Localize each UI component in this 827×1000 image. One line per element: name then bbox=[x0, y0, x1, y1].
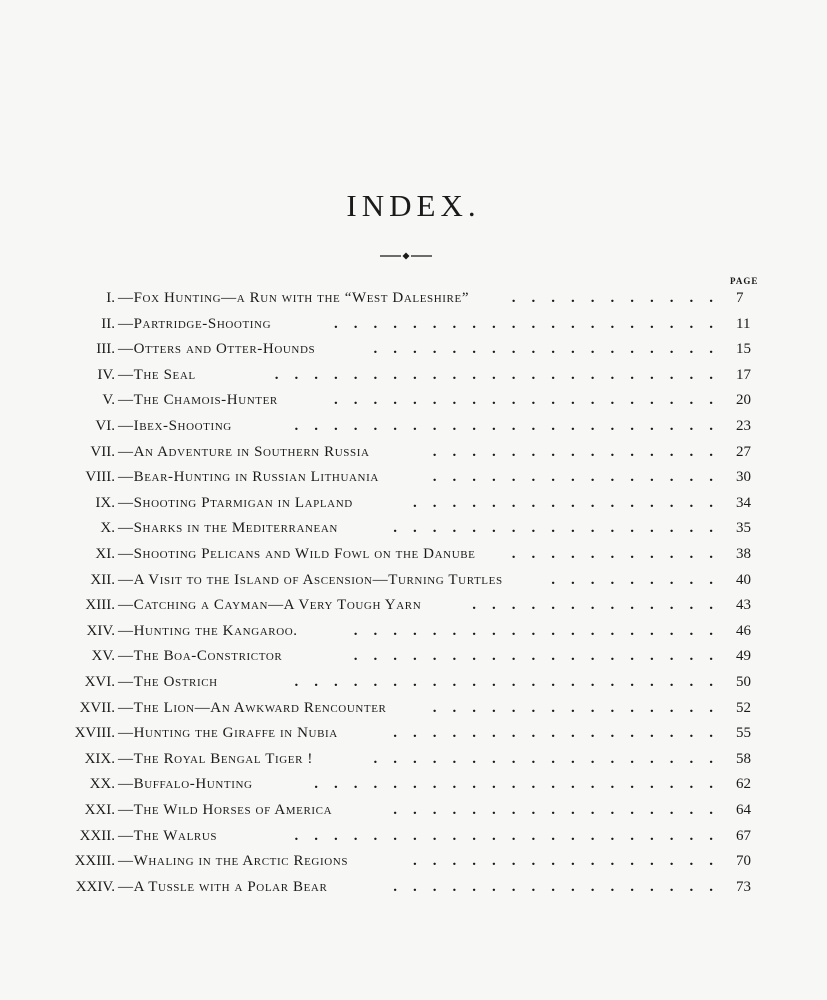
entry-title: —A Visit to the Island of Ascension—Turning Turtles bbox=[118, 571, 503, 588]
entry-page-number: 23 bbox=[736, 418, 751, 434]
dot-leader: ............. bbox=[472, 597, 729, 614]
index-entry bbox=[0, 311, 827, 337]
entry-page-number: 46 bbox=[736, 622, 751, 639]
entry-title: —Bear-Hunting in Russian Lithuania bbox=[118, 469, 379, 486]
entry-title: —The Royal Bengal Tiger ! bbox=[118, 750, 313, 767]
entry-numeral: XX. bbox=[89, 776, 115, 793]
entry-page-number: 58 bbox=[736, 750, 751, 767]
index-entry bbox=[0, 797, 827, 823]
entry-page-number: 73 bbox=[736, 878, 751, 895]
index-title: INDEX. bbox=[346, 188, 481, 223]
index-entry bbox=[0, 874, 827, 900]
entry-title: —The Lion—An Awkward Rencounter bbox=[118, 699, 387, 716]
index-entry bbox=[0, 387, 827, 413]
entry-title: —Buffalo-Hunting bbox=[118, 776, 253, 793]
dot-leader: ........... bbox=[511, 290, 729, 306]
entry-numeral: III. bbox=[96, 341, 115, 358]
entry-page-number: 30 bbox=[736, 469, 751, 486]
dot-leader: ............... bbox=[432, 699, 729, 716]
entry-page-number: 64 bbox=[736, 802, 751, 818]
entry-title: —An Adventure in Southern Russia bbox=[118, 443, 370, 460]
dot-leader: ................. bbox=[393, 802, 729, 818]
ornament-divider bbox=[380, 250, 432, 262]
entry-numeral: IX. bbox=[95, 494, 115, 511]
index-entry bbox=[0, 490, 827, 516]
entry-title: —Hunting the Kangaroo. bbox=[118, 622, 298, 639]
entry-page-number: 62 bbox=[736, 776, 751, 793]
entry-page-number: 43 bbox=[736, 597, 751, 614]
dot-leader: ................... bbox=[353, 622, 729, 639]
entry-numeral: X. bbox=[100, 520, 115, 537]
index-entry bbox=[0, 720, 827, 746]
index-entry bbox=[0, 413, 827, 439]
dot-leader: .................. bbox=[373, 750, 729, 767]
entry-title: —The Ostrich bbox=[118, 674, 218, 690]
entry-numeral: VIII. bbox=[85, 469, 115, 486]
dot-leader: ....................... bbox=[274, 366, 729, 383]
index-entry bbox=[0, 695, 827, 721]
dot-leader: ................. bbox=[393, 725, 729, 742]
index-entry bbox=[0, 848, 827, 874]
index-entry bbox=[0, 285, 827, 311]
entry-title: —Fox Hunting—a Run with the “West Daleshire” bbox=[118, 290, 470, 306]
entry-numeral: XIII. bbox=[85, 597, 115, 614]
entry-page-number: 52 bbox=[736, 699, 751, 716]
entry-title: —Hunting the Giraffe in Nubia bbox=[118, 725, 338, 742]
entry-page-number: 20 bbox=[736, 392, 751, 409]
entry-title: —The Seal bbox=[118, 366, 196, 383]
entry-title: —Partridge-Shooting bbox=[118, 315, 272, 332]
entry-numeral: XXIII. bbox=[74, 853, 115, 870]
entry-page-number: 7 bbox=[736, 290, 744, 306]
entry-numeral: I. bbox=[106, 290, 115, 306]
entry-title: —The Walrus bbox=[118, 827, 218, 844]
entry-page-number: 70 bbox=[736, 853, 751, 870]
index-entry bbox=[0, 362, 827, 388]
entry-title: —Otters and Otter-Hounds bbox=[118, 341, 316, 358]
entry-page-number: 50 bbox=[736, 674, 751, 690]
dot-leader: .................. bbox=[373, 341, 729, 358]
entry-numeral: VII. bbox=[90, 443, 115, 460]
entry-title: —A Tussle with a Polar Bear bbox=[118, 878, 328, 895]
page-column-label: PAGE bbox=[730, 276, 759, 286]
entry-page-number: 55 bbox=[736, 725, 751, 742]
entry-title: —The Chamois-Hunter bbox=[118, 392, 278, 409]
entry-numeral: XXI. bbox=[84, 802, 115, 818]
entry-title: —The Boa-Constrictor bbox=[118, 648, 283, 665]
index-entry bbox=[0, 669, 827, 695]
dot-leader: ...................... bbox=[294, 827, 729, 844]
dot-leader: ......... bbox=[551, 571, 729, 588]
entry-page-number: 67 bbox=[736, 827, 751, 844]
entry-numeral: V. bbox=[102, 392, 115, 409]
entry-numeral: XIX. bbox=[84, 750, 115, 767]
entry-title: —The Wild Horses of America bbox=[118, 802, 333, 818]
dot-leader: ............... bbox=[432, 469, 729, 486]
entry-numeral: II. bbox=[101, 315, 115, 332]
dot-leader: ........... bbox=[511, 546, 729, 562]
entry-page-number: 38 bbox=[736, 546, 751, 562]
entry-numeral: IV. bbox=[97, 366, 115, 383]
entry-page-number: 11 bbox=[736, 315, 751, 332]
dot-leader: ...................... bbox=[294, 674, 729, 690]
entry-numeral: XII. bbox=[90, 571, 115, 588]
entry-numeral: XVIII. bbox=[74, 725, 115, 742]
entry-title: —Whaling in the Arctic Regions bbox=[118, 853, 349, 870]
index-entry bbox=[0, 643, 827, 669]
dot-leader: ................. bbox=[393, 520, 729, 537]
entry-title: —Catching a Cayman—A Very Tough Yarn bbox=[118, 597, 422, 614]
entry-page-number: 34 bbox=[736, 494, 751, 511]
dot-leader: .................... bbox=[334, 392, 729, 409]
dot-leader: ................ bbox=[413, 853, 729, 870]
index-entry bbox=[0, 746, 827, 772]
index-entry bbox=[0, 823, 827, 849]
entry-numeral: XV. bbox=[91, 648, 115, 665]
entry-numeral: XXII. bbox=[79, 827, 115, 844]
dot-leader: ..................... bbox=[314, 776, 729, 793]
entry-page-number: 17 bbox=[736, 366, 751, 383]
dot-leader: ...................... bbox=[294, 418, 729, 434]
entry-numeral: VI. bbox=[95, 418, 115, 434]
entry-numeral: XIV. bbox=[86, 622, 115, 639]
dot-leader: .................... bbox=[334, 315, 729, 332]
entry-page-number: 15 bbox=[736, 341, 751, 358]
index-entry bbox=[0, 541, 827, 567]
entry-numeral: XI. bbox=[95, 546, 115, 562]
entry-title: —Shooting Ptarmigan in Lapland bbox=[118, 494, 353, 511]
entry-numeral: XVI. bbox=[84, 674, 115, 690]
entry-title: —Ibex-Shooting bbox=[118, 418, 232, 434]
index-entry bbox=[0, 618, 827, 644]
entry-page-number: 49 bbox=[736, 648, 751, 665]
index-entry bbox=[0, 771, 827, 797]
dot-leader: ................. bbox=[393, 878, 729, 895]
dot-leader: ................... bbox=[353, 648, 729, 665]
entry-title: —Sharks in the Mediterranean bbox=[118, 520, 338, 537]
entry-page-number: 35 bbox=[736, 520, 751, 537]
index-entry bbox=[0, 567, 827, 593]
dot-leader: ............... bbox=[432, 443, 729, 460]
entry-page-number: 27 bbox=[736, 443, 751, 460]
index-entry bbox=[0, 464, 827, 490]
dot-leader: ................ bbox=[413, 494, 729, 511]
entry-page-number: 40 bbox=[736, 571, 751, 588]
entry-title: —Shooting Pelicans and Wild Fowl on the Danube bbox=[118, 546, 476, 562]
entry-numeral: XXIV. bbox=[75, 878, 115, 895]
index-entry bbox=[0, 336, 827, 362]
entry-numeral: XVII. bbox=[79, 699, 115, 716]
index-entry bbox=[0, 515, 827, 541]
index-entry bbox=[0, 592, 827, 618]
index-entry bbox=[0, 439, 827, 465]
